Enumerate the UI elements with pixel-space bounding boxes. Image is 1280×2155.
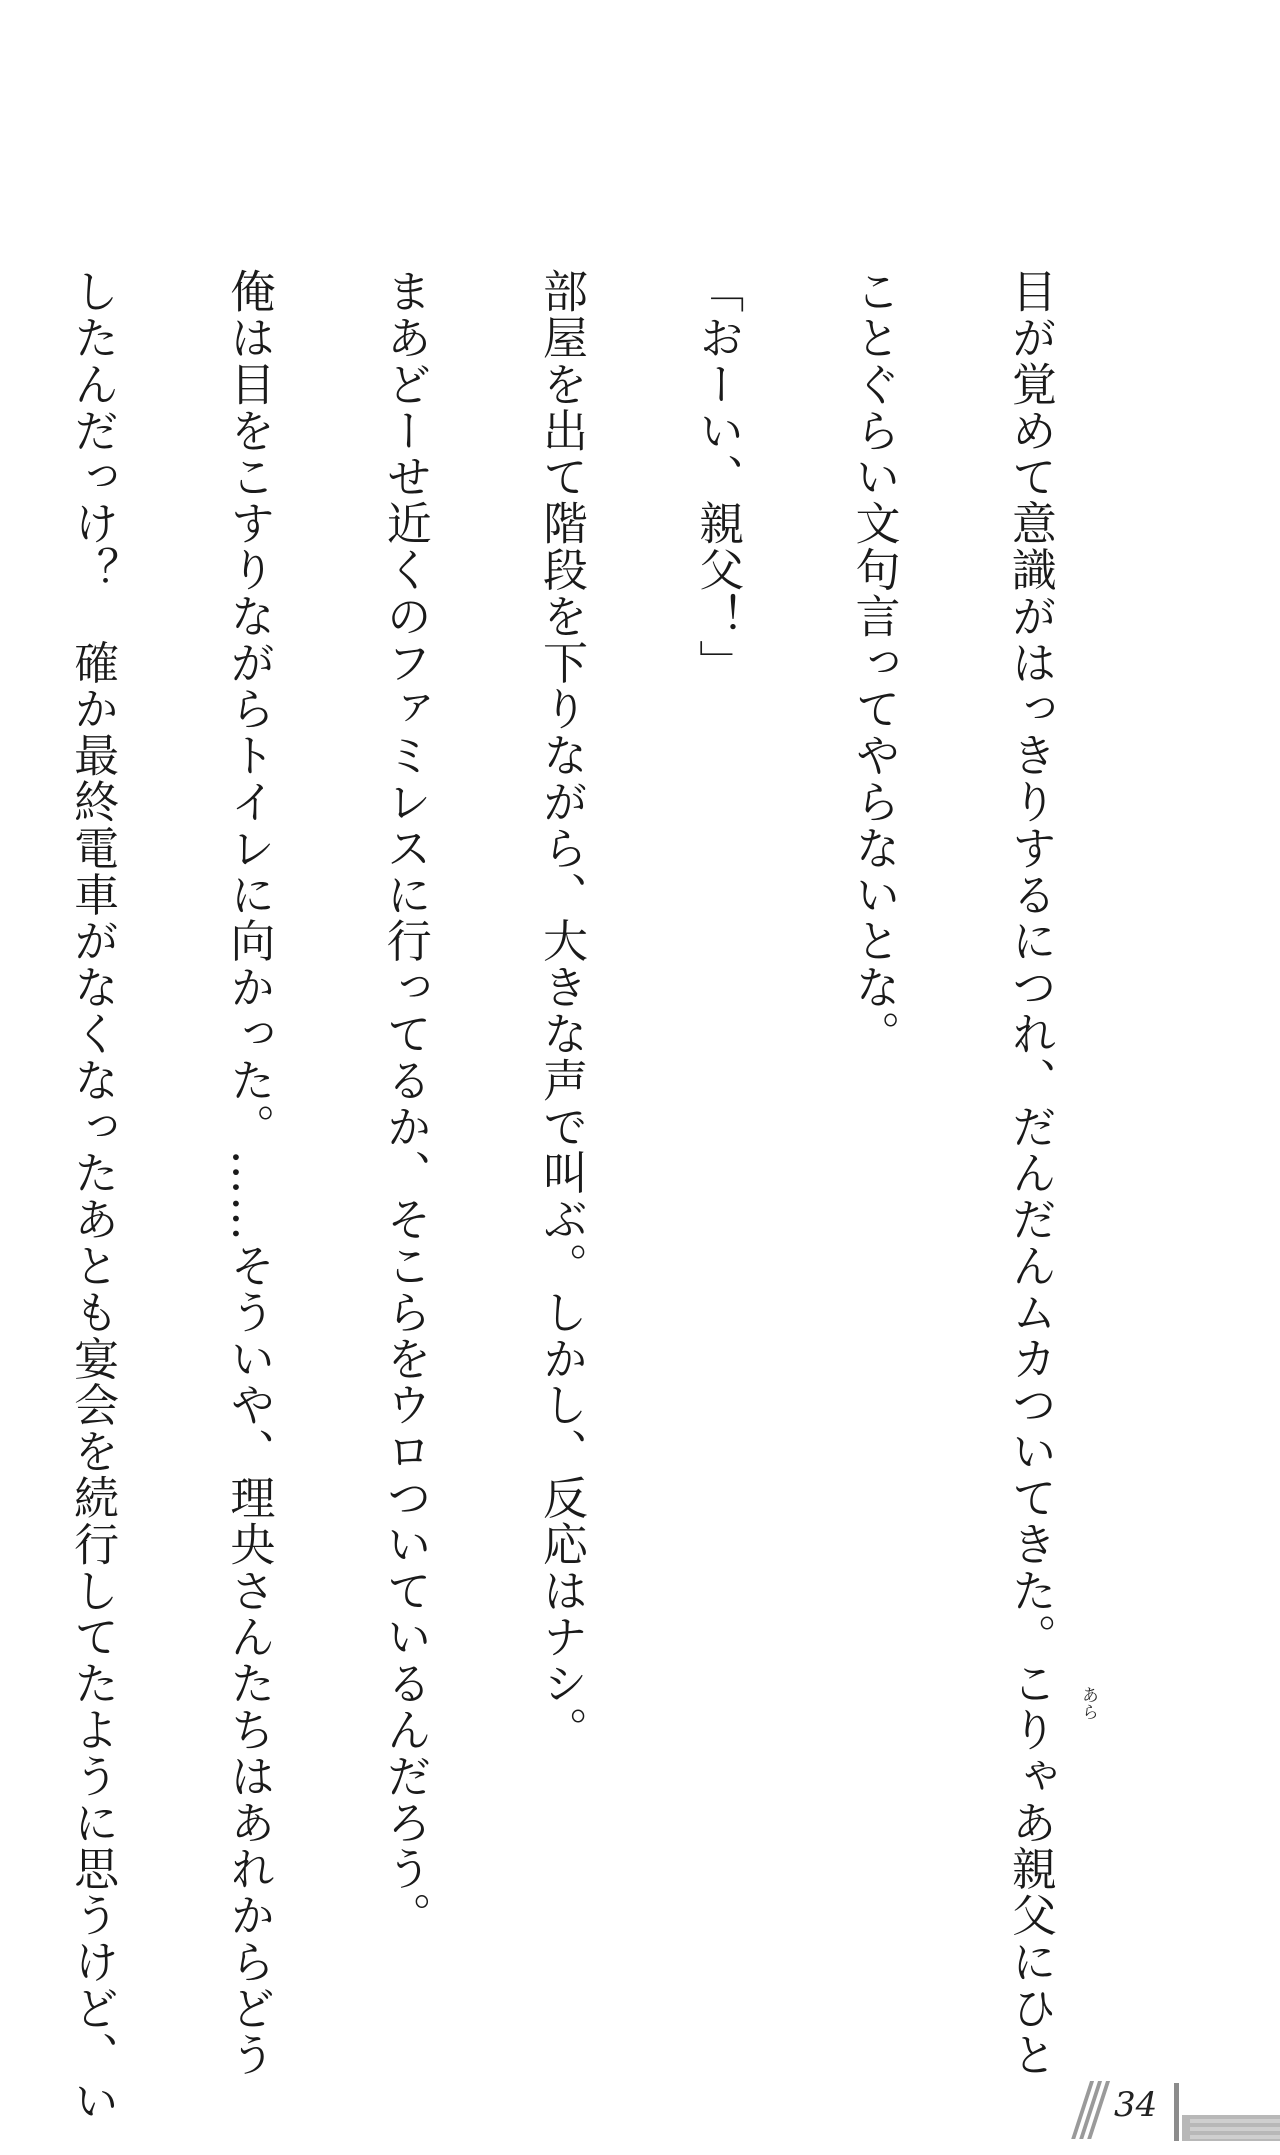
text-line: 目が覚めて意識がはっきりするにつれ、だんだんムカついてきた。こりゃあ親父にひと xyxy=(1003,268,1057,2078)
text-line: ことぐらい文句言ってやらないとな。 xyxy=(847,268,901,1057)
furigana-annotation: あら xyxy=(1078,1686,1098,1720)
text-line: 部屋を出て階段を下りながら、大きな声で叫ぶ。しかし、反応はナシ。 xyxy=(534,268,588,1753)
text-line: 俺は目をこすりながらトイレに向かった。……そういや、理央さんたちはあれからどう xyxy=(222,268,276,2078)
text-line: まあどーせ近くのファミレスに行ってるか、そこらをウロついているんだろう。 xyxy=(378,268,432,1939)
page-number: 34 xyxy=(1114,2085,1158,2125)
page-number-ornament xyxy=(1070,2075,1280,2155)
text-line: したんだっけ？ 確か最終電車がなくなったあとも宴会を続行してたように思うけど、い xyxy=(66,268,120,2124)
text-line: 「おーい、親父！」 xyxy=(691,268,745,686)
